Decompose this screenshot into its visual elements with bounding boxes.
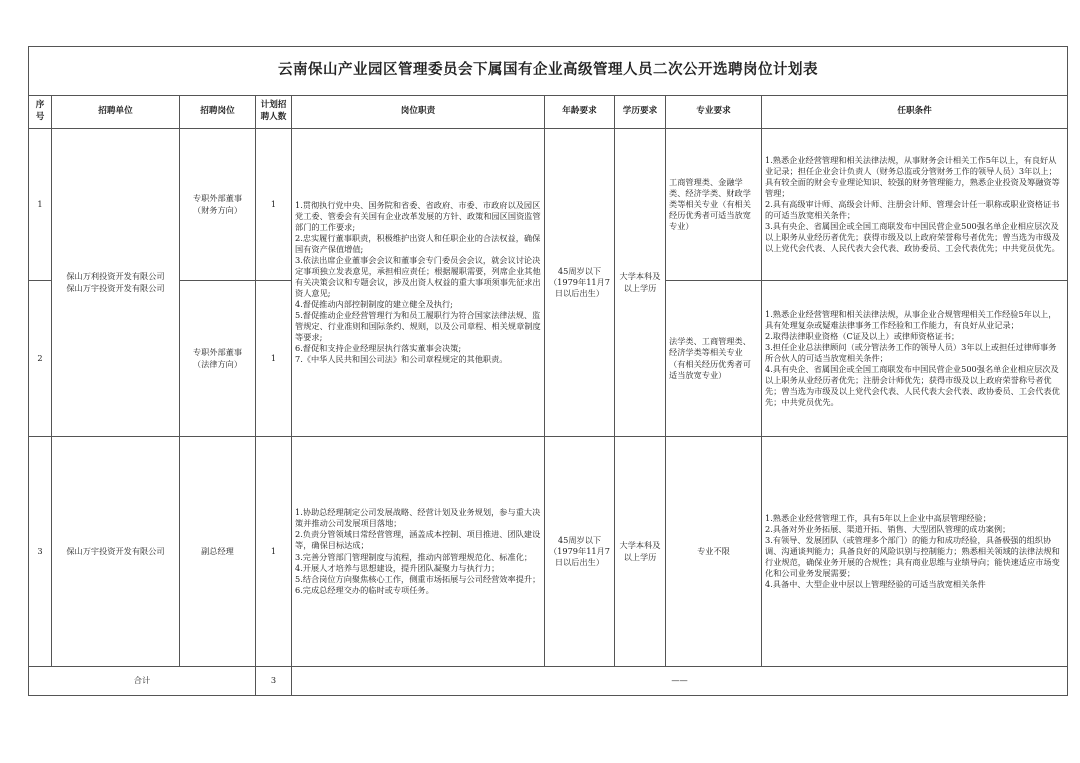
group1-age — [545, 129, 615, 437]
group1-duty-4: 4.督促推动内部控制制度的建立健全及执行; — [295, 299, 453, 310]
group1-duties — [292, 129, 545, 437]
group1-unit — [52, 129, 180, 437]
group1-duty-5: 5.督促推动企业经营管理行为和员工履职行为符合国家法律法规、监管规定、行业准则和国际条约、规则，以及公司章程、相关规章制度等要求; — [295, 310, 541, 343]
total-label: 合计 — [29, 667, 256, 696]
row3-duty-2: 2.负责分管领域日常经营管理，涵盖成本控制、项目推进、团队建设等，确保目标达成； — [295, 529, 541, 551]
group1-age-line3: 日以后出生） — [554, 288, 605, 299]
row1-major: 工商管理类、金融学类、经济学类、财政学类等相关专业（有相关经历优秀者可适当放宽专业） — [666, 129, 762, 281]
row2-condition-3: 3.担任企业总法律顾问（或分管法务工作的领导人员）3年以上或担任过律师事务所合伙人的可适当放宽相关条件； — [765, 341, 1057, 363]
row2-condition-2: 2.取得法律职业资格（C证及以上）或律师资格证书； — [765, 330, 960, 341]
row3-condition-2: 2.具备对外业务拓展、渠道开拓、销售、大型团队管理的成功案例； — [765, 523, 1011, 534]
row2-conditions — [762, 281, 1068, 437]
row3-unit: 保山万宇投资开发有限公司 — [52, 437, 180, 667]
total-dash: —— — [292, 667, 1068, 696]
row3-condition-4: 4.具备中、大型企业中层以上管理经验的可适当放宽相关条件 — [765, 579, 986, 590]
header-duties: 岗位职责 — [292, 96, 545, 129]
row2-position-line1: 专职外部董事 — [192, 347, 243, 358]
plan-sheet — [28, 46, 1067, 696]
row3-education: 大学本科及以上学历 — [615, 437, 666, 667]
row1-position — [180, 129, 256, 281]
row3-duty-5: 5.结合岗位方向聚焦核心工作，侧重市场拓展与公司经营效率提升； — [295, 573, 541, 584]
row2-condition-4: 4.具有央企、省属国企或全国工商联发布中国民营企业500强名单企业相应层次及以上职务从业经历者优先；注册会计师优先；获得市级及以上政府荣誉称号者优先；曾当选为市级及以上党代会代表、人民代表大会代表、政协委员、工会代表优先；中共党员优先。 — [765, 364, 1060, 408]
row3-age — [545, 437, 615, 667]
header-count — [256, 96, 292, 129]
row3-conditions — [762, 437, 1068, 667]
header-count-line2: 聘人数 — [260, 112, 287, 122]
header-position: 招聘岗位 — [180, 96, 256, 129]
row1-condition-2: 2.具有高级审计师、高级会计师、注册会计师、管理会计任一职称或职业资格证书的可适当放宽相关条件； — [765, 198, 1060, 221]
row3-duty-6: 6.完成总经理交办的临时或专项任务。 — [295, 584, 434, 595]
page-title: 云南保山产业园区管理委员会下属国有企业高级管理人员二次公开选聘岗位计划表 — [29, 47, 1068, 96]
group1-age-line1: 45周岁以下 — [557, 265, 602, 276]
row1-position-line2: （财务方向） — [192, 204, 243, 215]
position-plan-table — [28, 46, 1068, 696]
row2-major: 法学类、工商管理类、经济学类等相关专业（有相关经历优秀者可适当放宽专业） — [666, 281, 762, 437]
row3-duty-3: 3.完善分管部门管理制度与流程，推动内部管理规范化、标准化； — [295, 551, 533, 562]
row2-condition-1: 1.熟悉企业经营管理和相关法律法规，从事企业合规管理相关工作经验5年以上，具有处理复杂或疑难法律事务工作经验和工作能力，有良好从业记录； — [765, 308, 1057, 330]
row2-seq: 2 — [29, 281, 52, 437]
group1-duty-7: 7.《中华人民共和国公司法》和公司章程规定的其他职责。 — [295, 354, 508, 365]
group1-age-line2: （1979年11月7 — [548, 276, 611, 287]
row3-condition-3: 3.有领导、发展团队（或管理多个部门）的能力和成功经验，具备极强的组织协调、沟通谈判能力；具备良好的风险识别与控制能力；熟悉相关领域的法律法规和行业规范，确保业务开展的合规性；具有商业思维与业绩导向；能快速适应市场变化和公司业务发展需要； — [765, 534, 1060, 579]
row2-count: 1 — [256, 281, 292, 437]
row3-duty-1: 1.协助总经理制定公司发展战略、经营计划及业务规划，参与重大决策并推动公司发展项目落地； — [295, 507, 541, 529]
row1-seq: 1 — [29, 129, 52, 281]
header-conditions: 任职条件 — [762, 96, 1068, 129]
row3-position: 副总经理 — [180, 437, 256, 667]
group1-unit-line2: 保山万宇投资开发有限公司 — [66, 282, 165, 293]
total-count: 3 — [256, 667, 292, 696]
total-row — [29, 667, 1068, 696]
header-age: 年龄要求 — [545, 96, 615, 129]
table-row — [29, 437, 1068, 667]
header-education: 学历要求 — [615, 96, 666, 129]
row1-count: 1 — [256, 129, 292, 281]
row3-age-line1: 45周岁以下 — [557, 534, 602, 545]
header-count-line1: 计划招 — [260, 100, 287, 111]
row3-age-line3: 日以后出生） — [554, 557, 605, 568]
header-row — [29, 96, 1068, 129]
group1-duty-3: 3.依法出席企业董事会会议和董事会专门委员会会议，就会议讨论决定事项独立发表意见，承担相应责任；根据履职需要，列席企业其他有关决策会议和专题会议，涉及出资人权益的重大事项须事先征求出资人意见; — [295, 254, 541, 299]
row3-major: 专业不限 — [666, 437, 762, 667]
header-seq: 序号 — [29, 96, 52, 129]
row3-seq: 3 — [29, 437, 52, 667]
table-row — [29, 129, 1068, 281]
row1-position-line1: 专职外部董事 — [192, 193, 243, 204]
group1-duty-1: 1.贯彻执行党中央、国务院和省委、省政府、市委、市政府以及园区党工委、管委会有关国有企业改革发展的方针、政策和园区国资监管部门的工作要求; — [295, 199, 541, 232]
group1-duty-2: 2.忠实履行董事职责，积极维护出资人和任职企业的合法权益，确保国有资产保值增值; — [295, 232, 541, 254]
row3-count: 1 — [256, 437, 292, 667]
row3-age-line2: （1979年11月7 — [548, 545, 611, 556]
row2-position — [180, 281, 256, 437]
group1-duty-6: 6.督促和支持企业经理层执行落实董事会决策; — [295, 343, 462, 354]
row3-condition-1: 1.熟悉企业经营管理工作，具有5年以上企业中高层管理经验； — [765, 512, 991, 523]
row1-condition-3: 3.具有央企、省属国企或全国工商联发布中国民营企业500强名单企业相应层次及以上职务从业经历者优先；获得市级及以上政府荣誉称号者优先；曾当选为市级及以上党代会代表、人民代表大会代表、政协委员、工会代表优先；中共党员优先。 — [765, 221, 1060, 254]
row3-duty-4: 4.开展人才培养与思想建设，提升团队凝聚力与执行力； — [295, 562, 500, 573]
header-major: 专业要求 — [666, 96, 762, 129]
group1-unit-line1: 保山万利投资开发有限公司 — [66, 271, 165, 282]
row2-position-line2: （法律方向） — [192, 358, 243, 369]
row1-condition-1: 1.熟悉企业经营管理和相关法律法规，从事财务会计相关工作5年以上，有良好从业记录；担任企业会计负责人（财务总监或分管财务工作的领导人员）3年以上；具有较全面的财会专业理论知识、较强的财务管理能力，熟悉企业投资及筹融资等管理； — [765, 154, 1060, 198]
row1-conditions — [762, 129, 1068, 281]
row3-duties — [292, 437, 545, 667]
group1-education: 大学本科及以上学历 — [615, 129, 666, 437]
header-unit: 招聘单位 — [52, 96, 180, 129]
